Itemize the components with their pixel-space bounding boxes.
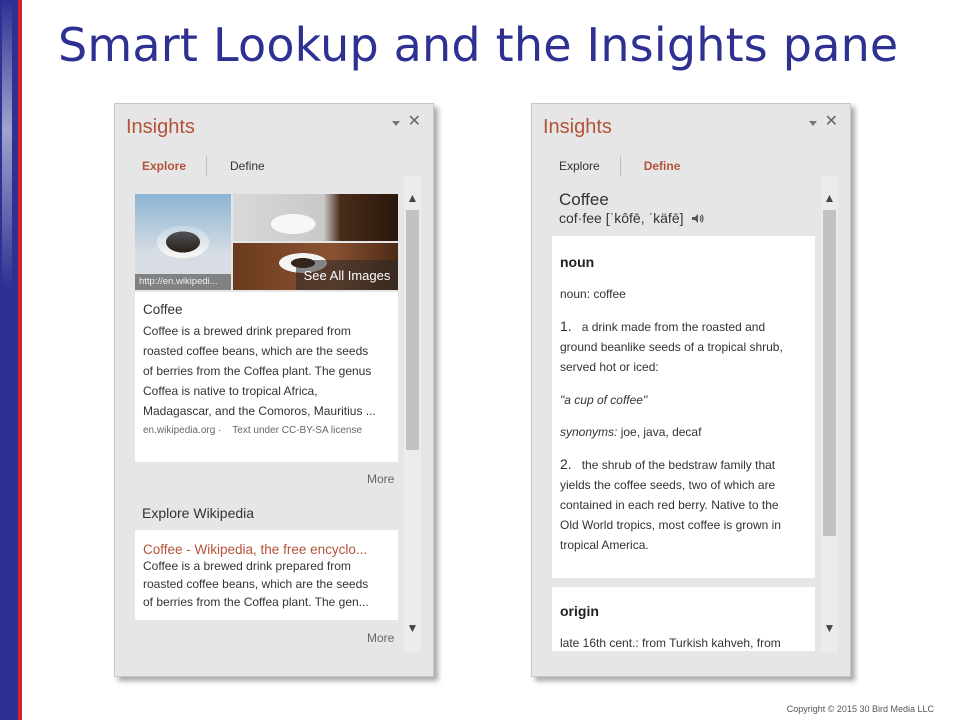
pronunciation xyxy=(559,210,705,226)
tab-explore[interactable]: Explore xyxy=(142,159,187,173)
sense-number: 1. xyxy=(560,318,572,334)
tab-define[interactable]: Define xyxy=(230,159,265,173)
more-link[interactable]: More xyxy=(367,631,395,645)
slide-accent-shine xyxy=(2,0,12,720)
sense-line: tropical America. xyxy=(560,538,649,552)
scrollbar[interactable] xyxy=(821,176,838,652)
synonyms-label: synonyms: xyxy=(560,425,618,439)
example-usage: "a cup of coffee" xyxy=(560,393,648,407)
snippet-line: Coffee is a brewed drink prepared from xyxy=(143,559,351,573)
part-of-speech-heading: noun xyxy=(560,254,595,270)
scroll-down-icon[interactable]: ▼ xyxy=(823,621,836,635)
see-all-images-button[interactable]: See All Images xyxy=(296,260,398,290)
sense-line: the shrub of the bedstraw family that xyxy=(581,458,776,472)
article-card[interactable] xyxy=(135,292,398,462)
speaker-icon[interactable] xyxy=(691,213,705,224)
tab-explore[interactable]: Explore xyxy=(559,159,600,173)
scroll-up-icon[interactable]: ▲ xyxy=(406,191,419,205)
coffee-cup-table-image[interactable] xyxy=(233,243,398,290)
snippet-line: Coffea is native to tropical Africa, xyxy=(143,384,318,398)
slide-accent-stripe xyxy=(18,0,22,720)
copyright-notice: Copyright © 2015 30 Bird Media LLC xyxy=(786,704,934,714)
snippet-line: roasted coffee beans, which are the seeds xyxy=(143,577,369,591)
pane-title: Insights xyxy=(543,116,612,138)
article-title: Coffee xyxy=(143,302,183,317)
insights-pane-define xyxy=(531,103,851,677)
snippet-line: of berries from the Coffea plant. The genus xyxy=(143,364,372,378)
sense-line: Old World tropics, most coffee is grown in xyxy=(560,518,781,532)
sense-line: a drink made from the roasted and xyxy=(581,320,766,334)
definition-card xyxy=(552,236,815,578)
sense-1 xyxy=(560,316,807,377)
pane-options-dropdown-icon[interactable] xyxy=(392,121,400,126)
sense-line: served hot or iced: xyxy=(560,360,659,374)
pronunciation-text: cof·fee [ˈkôfē, ˈkäfē] xyxy=(559,210,684,226)
pane-close-icon[interactable]: ✕ xyxy=(824,113,838,130)
wikipedia-result-snippet xyxy=(143,557,390,611)
snippet-line: Madagascar, and the Comoros, Mauritius ... xyxy=(143,404,376,418)
pane-options-dropdown-icon[interactable] xyxy=(809,121,817,126)
definition-word: Coffee xyxy=(559,190,609,209)
pane-close-icon[interactable]: ✕ xyxy=(407,113,421,130)
coffee-cup-beans-image[interactable] xyxy=(233,194,398,241)
image-source-caption: http://en.wikipedi... xyxy=(135,274,231,290)
wikipedia-result-card[interactable] xyxy=(135,530,398,620)
slide-title: Smart Lookup and the Insights pane xyxy=(58,18,899,72)
origin-heading: origin xyxy=(560,603,599,619)
tab-bar xyxy=(142,156,265,176)
synonyms-list[interactable]: joe, java, decaf xyxy=(620,425,702,439)
origin-text: late 16th cent.: from Turkish kahveh, from xyxy=(560,636,781,650)
sense-line: yields the coffee seeds, two of which are xyxy=(560,478,776,492)
sense-line: contained in each red berry. Native to the xyxy=(560,498,779,512)
origin-card xyxy=(552,587,815,651)
explore-wikipedia-heading: Explore Wikipedia xyxy=(142,505,255,521)
insights-pane-explore xyxy=(114,103,434,677)
tab-divider xyxy=(620,156,621,176)
tab-bar xyxy=(559,156,680,176)
scroll-thumb[interactable] xyxy=(823,210,836,536)
synonyms-line xyxy=(560,422,807,442)
wikipedia-result-link[interactable]: Coffee - Wikipedia, the free encyclo... xyxy=(143,542,368,557)
pane-controls xyxy=(809,114,838,130)
scroll-up-icon[interactable]: ▲ xyxy=(823,191,836,205)
snippet-line: Coffee is a brewed drink prepared from xyxy=(143,324,351,338)
scroll-down-icon[interactable]: ▼ xyxy=(406,621,419,635)
article-snippet xyxy=(143,321,390,421)
pane-controls xyxy=(392,114,421,130)
coffee-cup-image[interactable] xyxy=(135,194,231,290)
article-source: en.wikipedia.org · Text under CC-BY-SA license xyxy=(143,425,362,436)
part-of-speech-line: noun: coffee xyxy=(560,287,626,301)
pane-title: Insights xyxy=(126,116,195,138)
image-collage[interactable] xyxy=(135,194,398,290)
sense-line: ground beanlike seeds of a tropical shrub, xyxy=(560,340,783,354)
tab-divider xyxy=(206,156,207,176)
sense-2 xyxy=(560,454,807,555)
tab-define[interactable]: Define xyxy=(643,159,681,173)
snippet-line: of berries from the Coffea plant. The gen... xyxy=(143,595,369,609)
more-link[interactable]: More xyxy=(367,472,395,486)
snippet-line: roasted coffee beans, which are the seeds xyxy=(143,344,369,358)
scrollbar[interactable] xyxy=(404,176,421,652)
scroll-thumb[interactable] xyxy=(406,210,419,450)
sense-number: 2. xyxy=(560,456,572,472)
